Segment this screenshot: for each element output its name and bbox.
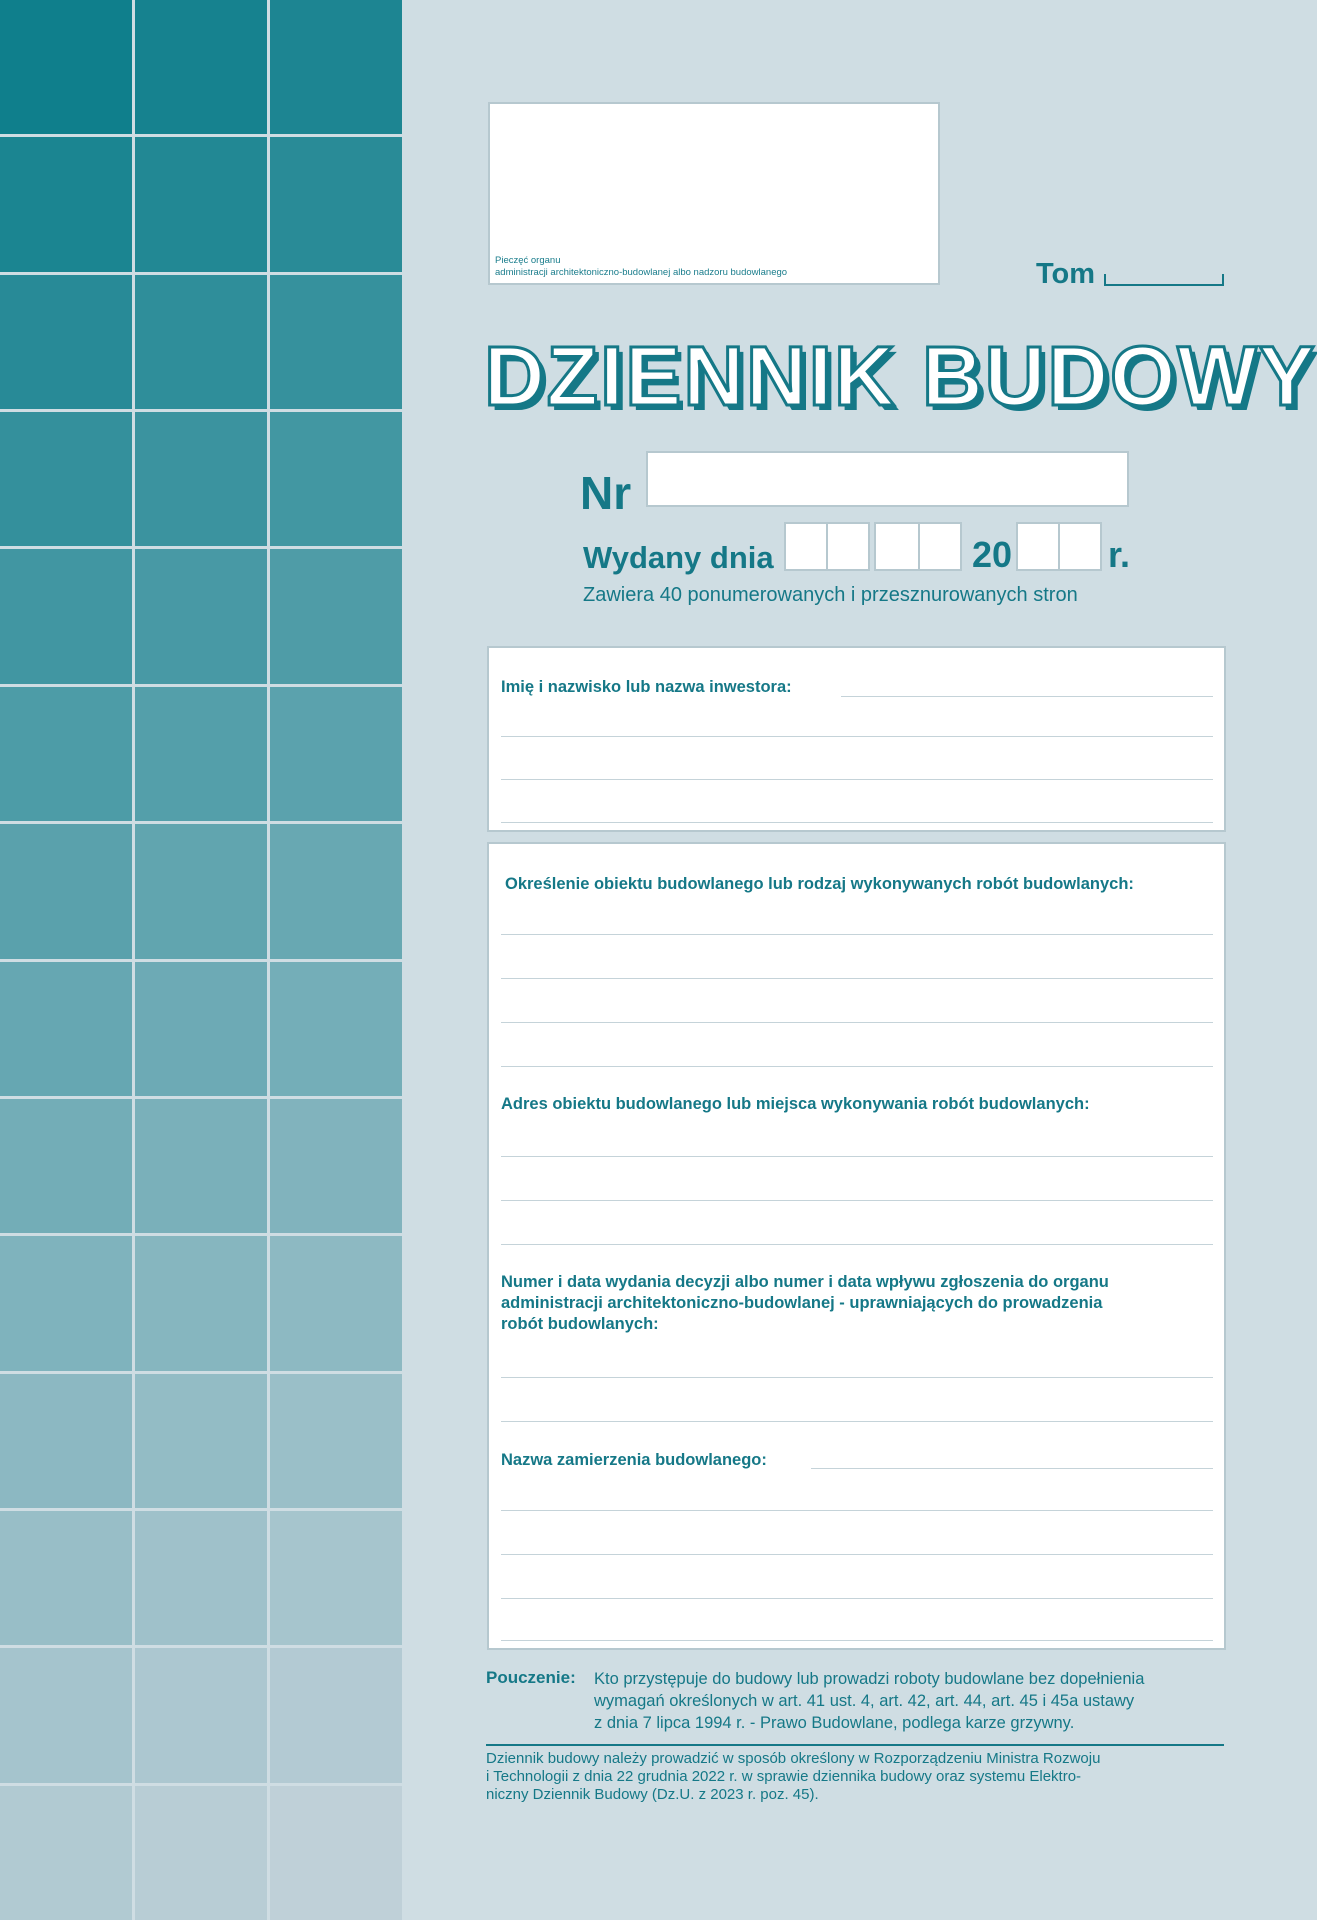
issued-month-digit-1[interactable] (874, 522, 920, 571)
decorative-tile (270, 275, 402, 409)
project-name-label: Nazwa zamierzenia budowlanego: (501, 1451, 767, 1469)
object-line-4[interactable] (501, 1066, 1213, 1067)
investor-line-1[interactable] (841, 696, 1213, 697)
decorative-tile (270, 549, 402, 683)
investor-line-2[interactable] (501, 736, 1213, 737)
decorative-tile (135, 1236, 267, 1370)
decorative-tile (135, 412, 267, 546)
notice-label: Pouczenie: (486, 1668, 576, 1687)
investor-line-4[interactable] (501, 822, 1213, 823)
decorative-tile (0, 687, 132, 821)
stamp-caption-line1: Pieczęć organu (495, 255, 561, 266)
decorative-tile (270, 0, 402, 134)
decorative-tile (270, 1374, 402, 1508)
address-line-2[interactable] (501, 1200, 1213, 1201)
project-name-line-3[interactable] (501, 1554, 1213, 1555)
decision-line-1[interactable] (501, 1377, 1213, 1378)
footer-line2: i Technologii z dnia 22 grudnia 2022 r. w sprawie dziennika budowy oraz systemu Elektro- (486, 1768, 1082, 1785)
notice-line2: wymagań określonych w art. 41 ust. 4, art. 42, art. 44, art. 45 i 45a ustawy (594, 1692, 1135, 1710)
project-name-line-1[interactable] (811, 1468, 1213, 1469)
decorative-tile (270, 1648, 402, 1782)
object-line-2[interactable] (501, 978, 1213, 979)
investor-line-3[interactable] (501, 779, 1213, 780)
decorative-tile (135, 1511, 267, 1645)
decorative-tile (270, 687, 402, 821)
decorative-tile (135, 1374, 267, 1508)
decorative-tile (135, 824, 267, 958)
decorative-tile (0, 549, 132, 683)
nr-label: Nr (580, 467, 632, 519)
decorative-tile (0, 962, 132, 1096)
address-line-1[interactable] (501, 1156, 1213, 1157)
notice-text (594, 1668, 1226, 1734)
stamp-box (488, 102, 940, 285)
details-panel (487, 842, 1226, 1650)
notice-line3: z dnia 7 lipca 1994 r. - Prawo Budowlane, podlega karze grzywny. (594, 1714, 1075, 1732)
project-name-line-2[interactable] (501, 1510, 1213, 1511)
address-line-3[interactable] (501, 1244, 1213, 1245)
decorative-tile (0, 1374, 132, 1508)
issued-month-digit-2[interactable] (918, 522, 962, 571)
footer-line1: Dziennik budowy należy prowadzić w sposób określony w Rozporządzeniu Ministra Rozwoju (486, 1750, 1101, 1767)
decorative-tile (0, 1099, 132, 1233)
decorative-tile (270, 824, 402, 958)
project-name-line-5[interactable] (501, 1640, 1213, 1641)
decorative-tile (135, 549, 267, 683)
issued-day-digit-1[interactable] (784, 522, 828, 571)
investor-label: Imię i nazwisko lub nazwa inwestora: (501, 678, 792, 696)
decorative-tile (270, 137, 402, 271)
document-title: DZIENNIK BUDOWY (484, 329, 1317, 423)
decorative-tile (0, 1511, 132, 1645)
decorative-tile (135, 137, 267, 271)
decorative-tile (135, 1786, 267, 1920)
decorative-tile (270, 1236, 402, 1370)
decision-label-line1: Numer i data wydania decyzji albo numer i data wpływu zgłoszenia do organu (501, 1273, 1109, 1291)
decorative-tile (135, 962, 267, 1096)
decorative-tile (135, 275, 267, 409)
decorative-tile (0, 1648, 132, 1782)
decorative-tile (0, 824, 132, 958)
decorative-tile (270, 1511, 402, 1645)
decorative-tile (135, 1099, 267, 1233)
issued-year-prefix: 20 (972, 534, 1013, 575)
decision-label (501, 1272, 1109, 1335)
decorative-tile (135, 687, 267, 821)
address-label: Adres obiektu budowlanego lub miejsca wykonywania robót budowlanych: (501, 1095, 1090, 1113)
decorative-tile (135, 0, 267, 134)
decorative-tile (0, 275, 132, 409)
issued-date-label: Wydany dnia (583, 540, 774, 575)
decorative-tile (135, 1648, 267, 1782)
object-label: Określenie obiektu budowlanego lub rodzaj wykonywanych robót budowlanych: (505, 875, 1134, 893)
pages-info: Zawiera 40 ponumerowanych i przesznurowanych stron (583, 584, 1078, 606)
stamp-caption (495, 255, 787, 279)
decision-label-line3: robót budowlanych: (501, 1315, 659, 1333)
decorative-tile (270, 1786, 402, 1920)
issued-day-digit-2[interactable] (826, 522, 870, 571)
decorative-tile (0, 137, 132, 271)
decision-line-2[interactable] (501, 1421, 1213, 1422)
decorative-tile (0, 0, 132, 134)
footer-line3: niczny Dziennik Budowy (Dz.U. z 2023 r. poz. 45). (486, 1786, 819, 1803)
decision-label-line2: administracji architektoniczno-budowlanej - uprawniających do prowadzenia (501, 1294, 1103, 1312)
investor-panel (487, 646, 1226, 832)
object-line-3[interactable] (501, 1022, 1213, 1023)
tom-input-line[interactable] (1104, 284, 1224, 286)
decorative-tile-grid (0, 0, 402, 1920)
decorative-tile (270, 1099, 402, 1233)
issued-year-digit-1[interactable] (1016, 522, 1060, 571)
footer-divider (486, 1744, 1224, 1746)
legal-footer (486, 1750, 1224, 1804)
decorative-tile (270, 962, 402, 1096)
issued-year-digit-2[interactable] (1058, 522, 1102, 571)
tom-label: Tom (1036, 258, 1096, 290)
issued-year-suffix: r. (1108, 534, 1131, 575)
object-line-1[interactable] (501, 934, 1213, 935)
stamp-caption-line2: administracji architektoniczno-budowlanej albo nadzoru budowlanego (495, 267, 788, 278)
notice-line1: Kto przystępuje do budowy lub prowadzi roboty budowlane bez dopełnienia (594, 1670, 1145, 1688)
decorative-tile (0, 412, 132, 546)
decorative-tile (0, 1236, 132, 1370)
decorative-tile (0, 1786, 132, 1920)
decorative-tile (270, 412, 402, 546)
nr-input-box[interactable] (646, 451, 1129, 507)
project-name-line-4[interactable] (501, 1598, 1213, 1599)
